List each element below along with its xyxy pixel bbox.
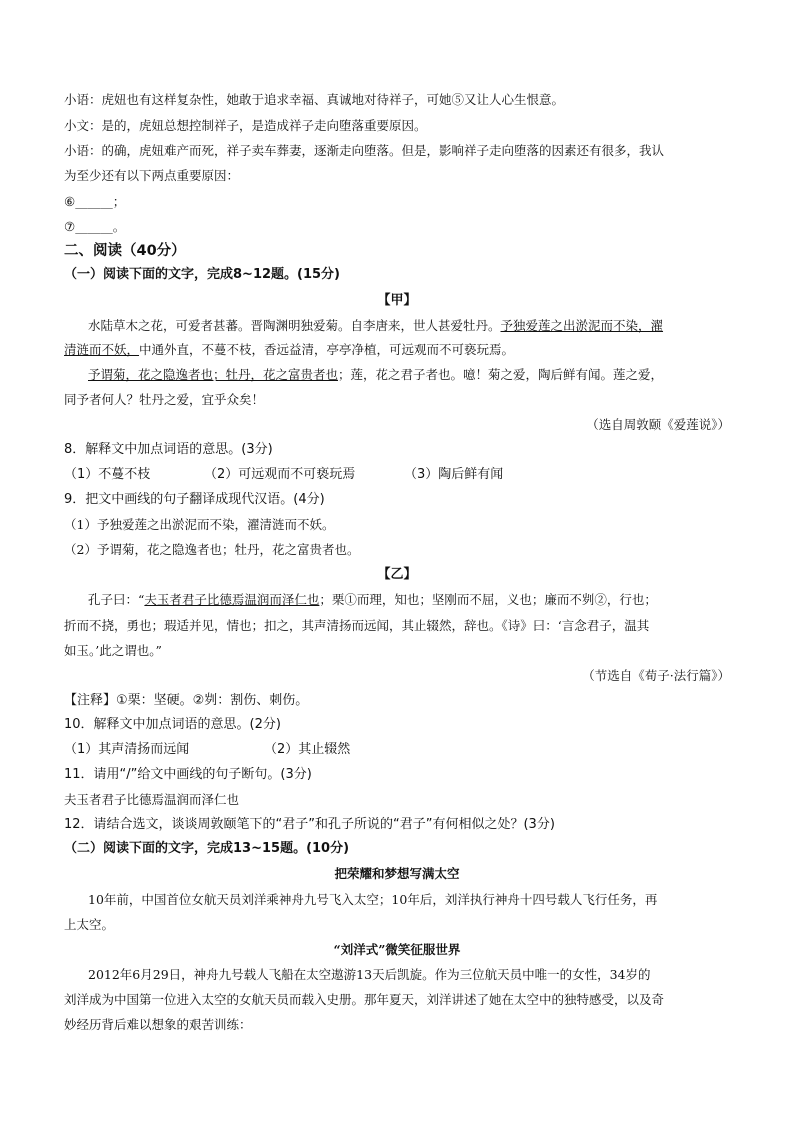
text-span: 水陆草木之花，可爱者甚蕃。晋陶渊明独爱菊。自李唐来，世人甚爱牡丹。 <box>88 318 501 333</box>
article-line: 2012年6月29日，神舟九号载人飞船在太空遨游13天后凯旋。作为三位航天员中唯一的女性，34岁的 <box>88 967 651 982</box>
underlined-sentence: 清涟而不妖， <box>64 342 140 357</box>
article-line: 10年前，中国首位女航天员刘洋乘神舟九号飞入太空；10年后，刘洋执行神舟十四号载人飞行任务，再 <box>88 892 658 907</box>
part-title: （二）阅读下面的文字，完成13~15题。(10分) <box>64 841 350 856</box>
question-12: 12．请结合选文，谈谈周敦颐笔下的“君子”和孔子所说的“君子”有何相似之处？(3分) <box>64 817 555 832</box>
dialog-line: 小语：虎妞也有这样复杂性，她敢于追求幸福、真诚地对待祥子，可她⑤又让人心生恨意。 <box>64 92 565 107</box>
question-9: 9．把文中画线的句子翻译成现代汉语。(4分) <box>64 492 325 507</box>
q8-item: （1）不蔓不枝 <box>64 467 151 482</box>
question-11: 11．请用“/”给文中画线的句子断句。(3分) <box>64 767 312 782</box>
dialog-line: 为至少还有以下两点重要原因： <box>64 168 240 183</box>
article-line: 刘洋成为中国第一位进入太空的女航天员而载入史册。那年夏天，刘洋讲述了她在太空中的独特感受，以及奇 <box>64 992 665 1007</box>
text-span: 孔子曰：“ <box>88 592 145 607</box>
passage-label-jia: 【甲】 <box>377 293 417 308</box>
passage-line <box>64 317 730 335</box>
q8-item: （3）陶后鲜有闻 <box>404 467 504 482</box>
underlined-sentence: 予谓菊，花之隐逸者也；牡丹，花之富贵者也 <box>88 367 339 382</box>
dialog-line: 小语：的确，虎妞难产而死，祥子卖车葬妻，逐渐走向堕落。但是，影响祥子走向堕落的因素还有很多，我认 <box>64 143 665 158</box>
q8-item: （2）可远观而不可亵玩焉 <box>204 467 356 482</box>
q10-item: （1）其声清扬而远闻 <box>64 742 190 757</box>
q9-item: （2）予谓菊，花之隐逸者也；牡丹，花之富贵者也。 <box>64 542 360 557</box>
q10-item: （2）其止辍然 <box>264 742 351 757</box>
part-title: （一）阅读下面的文字，完成8~12题。(15分) <box>64 267 341 282</box>
text-span: ；栗①而理，知也；坚刚而不屈，义也；廉而不刿②，行也； <box>319 592 657 607</box>
q9-item: （1）予独爱莲之出淤泥而不染，濯清涟而不妖。 <box>64 517 335 532</box>
source-citation: （节选自《荀子·法行篇》） <box>582 668 730 683</box>
underlined-sentence: 予独爱莲之出淤泥而不染，濯 <box>500 318 664 333</box>
passage-line <box>64 341 730 359</box>
dialog-line: 小文：是的，虎妞总想控制祥子，是造成祥子走向堕落重要原因。 <box>64 118 427 133</box>
question-10: 10．解释文中加点词语的意思。(2分) <box>64 717 281 732</box>
passage-line <box>64 591 730 609</box>
text-span: 中通外直，不蔓不枝，香远益清，亭亭净植，可远观而不可亵玩焉。 <box>139 342 515 357</box>
answer-blank-6: ⑥______； <box>64 194 126 209</box>
annotation-note: 【注释】①栗：坚硬。②刿：割伤、刺伤。 <box>64 693 309 708</box>
source-citation: （选自周敦颐《爱莲说》） <box>586 417 730 432</box>
passage-label-yi: 【乙】 <box>377 567 417 582</box>
q10-items <box>64 741 730 759</box>
article-line: 上太空。 <box>64 917 115 932</box>
q8-items <box>64 466 730 484</box>
article-title: 把荣耀和梦想写满太空 <box>334 866 460 881</box>
passage-line: 折而不挠，勇也；瑕适并见，情也；扣之，其声清扬而远闻，其止辍然，辞也。《诗》曰：‘言念君子，温其 <box>64 618 650 633</box>
q11-sentence: 夫玉者君子比德焉温润而泽仁也 <box>64 792 240 807</box>
answer-blank-7: ⑦______。 <box>64 219 126 234</box>
underlined-sentence: 夫玉者君子比德焉温润而泽仁也 <box>144 592 320 607</box>
section-heading: 二、阅读（40分） <box>64 243 186 259</box>
text-span: ；莲，花之君子者也。噫！菊之爱，陶后鲜有闻。莲之爱， <box>338 367 664 382</box>
passage-line: 如玉。’此之谓也。” <box>64 643 162 658</box>
passage-line: 同予者何人？牡丹之爱，宜乎众矣！ <box>64 392 265 407</box>
passage-line <box>64 366 730 384</box>
article-subtitle: “刘洋式”微笑征服世界 <box>333 942 461 957</box>
article-line: 妙经历背后难以想象的艰苦训练： <box>64 1017 252 1032</box>
question-8: 8．解释文中加点词语的意思。(3分) <box>64 442 273 457</box>
